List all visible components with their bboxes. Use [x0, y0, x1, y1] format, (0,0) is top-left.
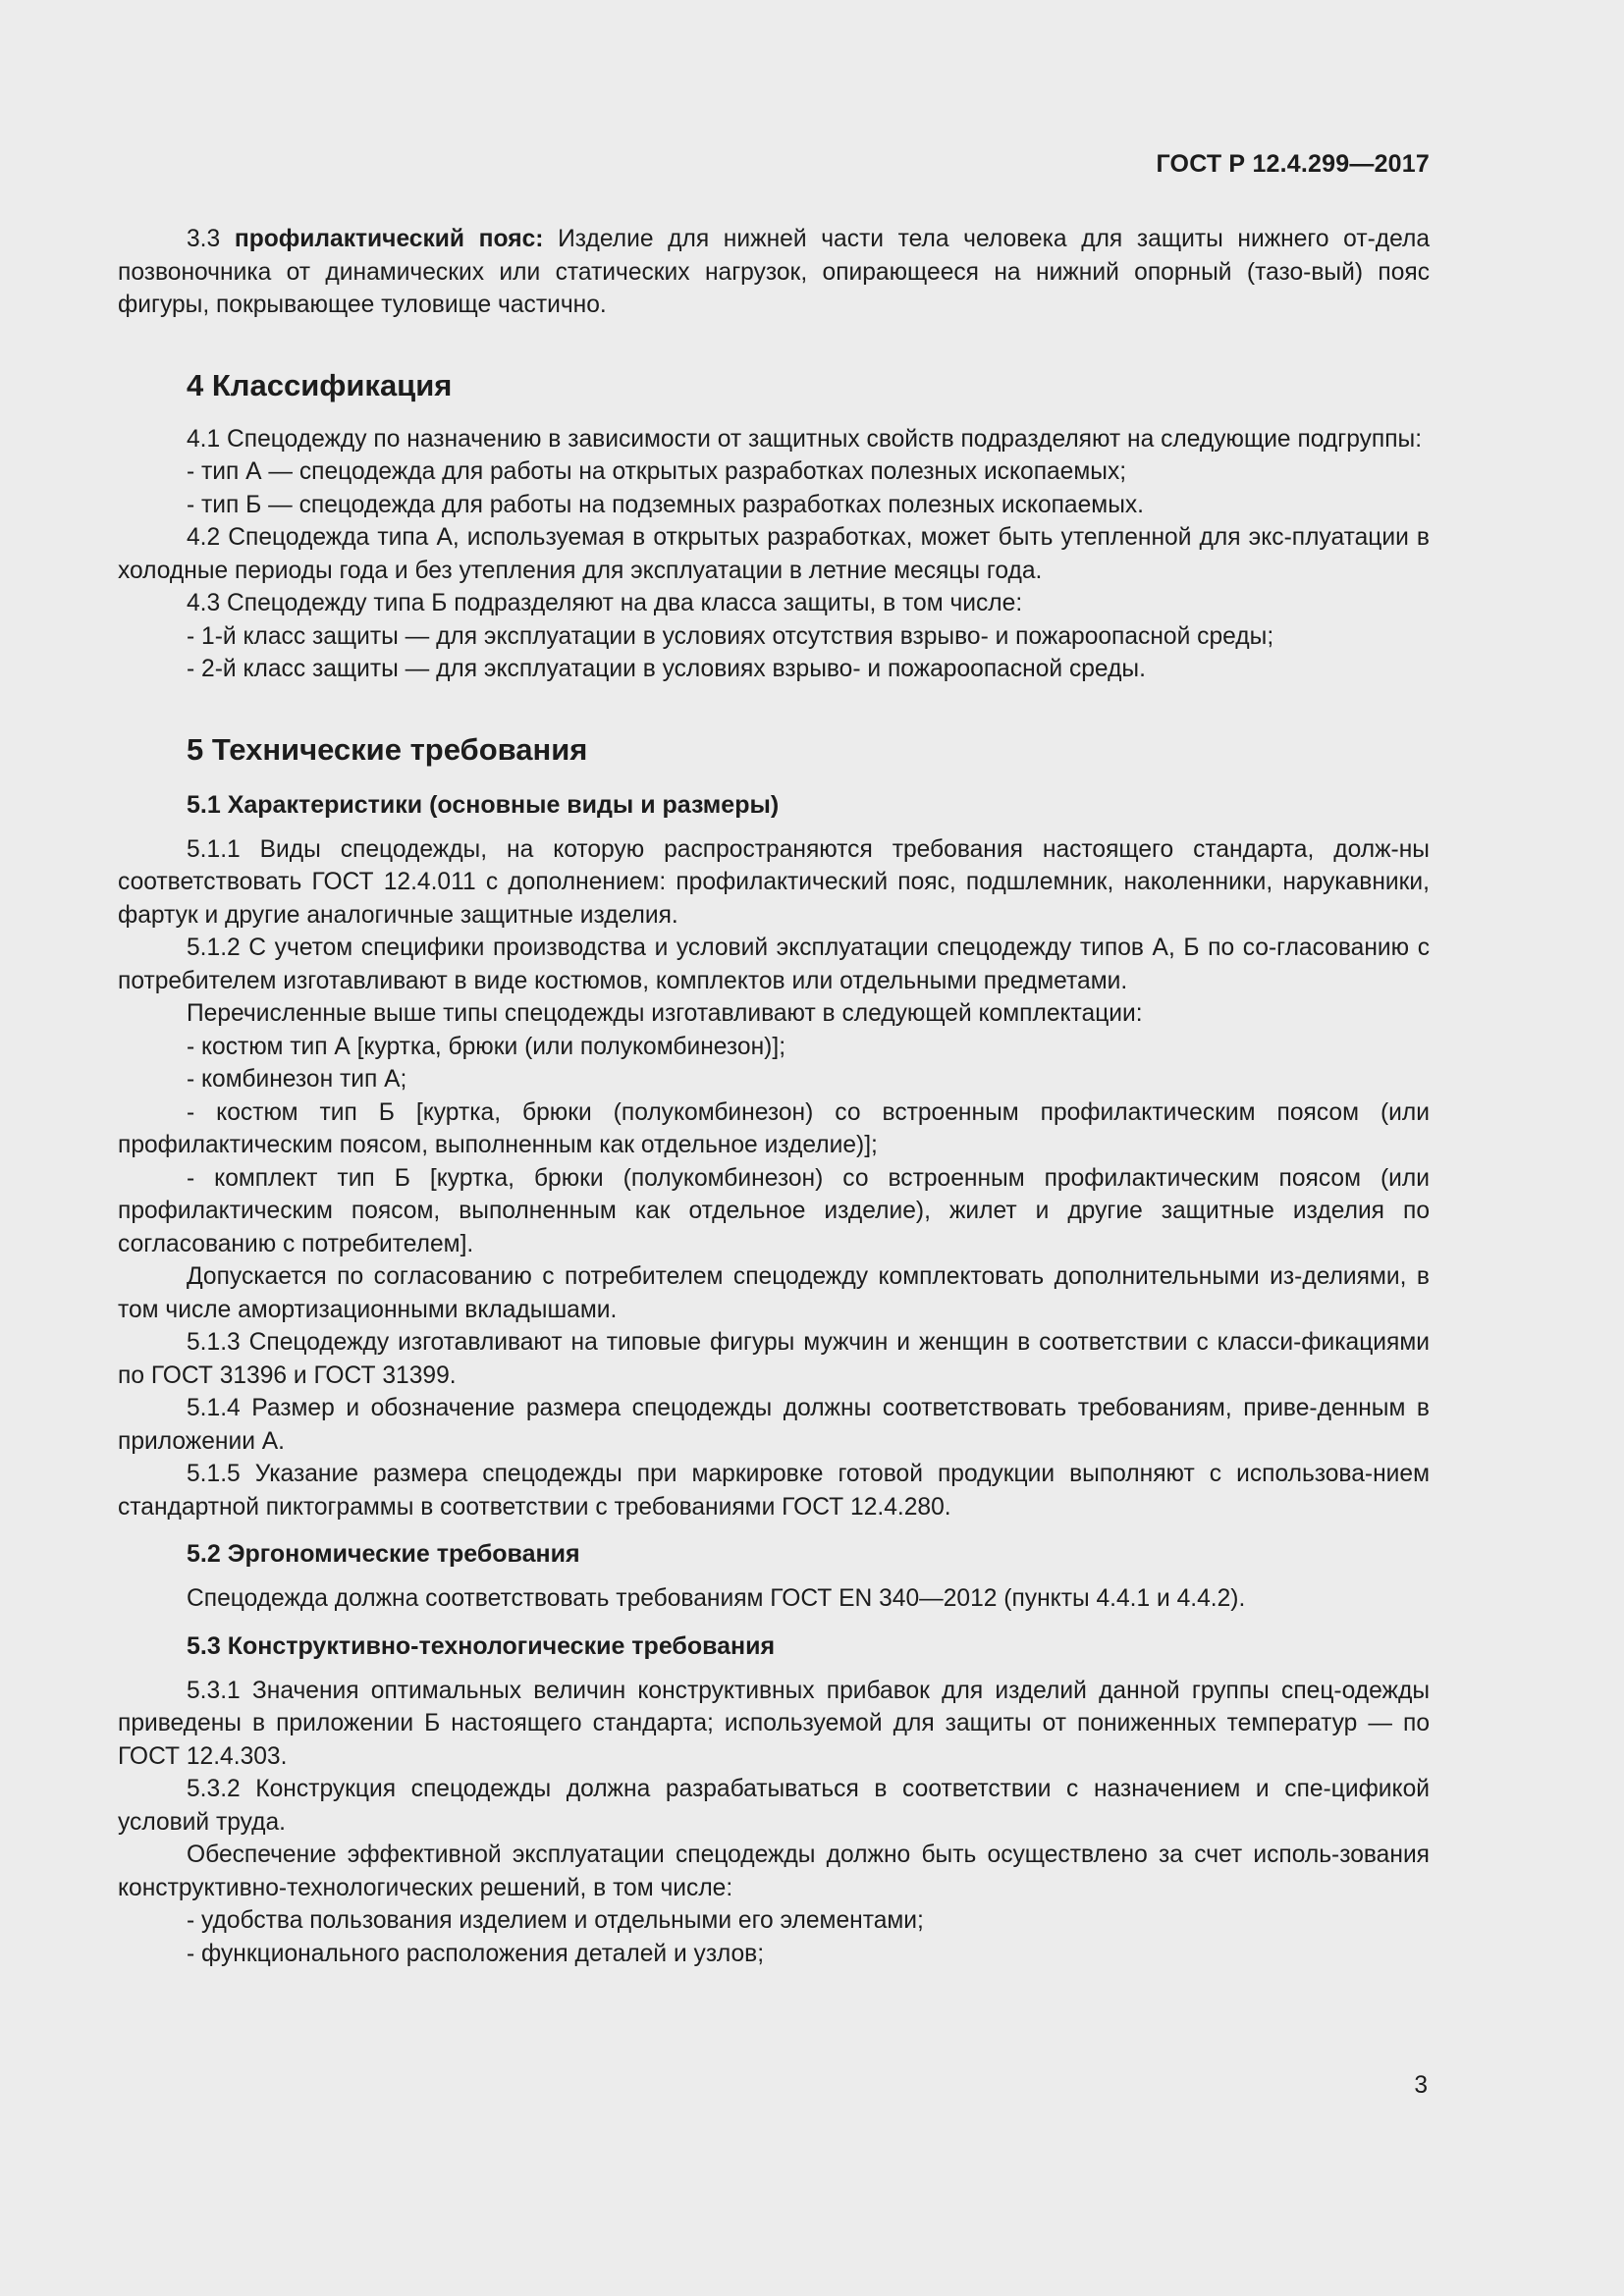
list-item: - костюм тип А [куртка, брюки (или полукомбинезон)];: [187, 1033, 786, 1060]
list-item: - 2-й класс защиты — для эксплуатации в условиях взрыво- и пожароопасной среды.: [187, 656, 1146, 682]
list-item: - тип А — спецодежда для работы на открытых разработках полезных ископаемых;: [187, 458, 1127, 485]
clause-4-3: 4.3 Спецодежду типа Б подразделяют на два класса защиты, в том числе:: [187, 590, 1023, 616]
subsection-5-2-heading: 5.2 Эргономические требования: [187, 1540, 580, 1568]
list-item: - удобства пользования изделием и отдельными его элементами;: [187, 1907, 924, 1934]
clause-5-3-2: 5.3.2 Конструкция спецодежды должна разрабатываться в соответствии с назначением и спе-цификой условий труда.: [118, 1776, 1430, 1836]
clause-3-3-number: 3.3: [187, 226, 221, 252]
clause-3-3-term: профилактический пояс:: [234, 226, 544, 252]
list-item: - тип Б — спецодежда для работы на подземных разработках полезных ископаемых.: [187, 491, 1145, 518]
clause-4-1: 4.1 Спецодежду по назначению в зависимости от защитных свойств подразделяют на следующие подгруппы:: [187, 425, 1423, 453]
clause-5-1-2: 5.1.2 С учетом специфики производства и условий эксплуатации спецодежду типов А, Б по со-гласованию с потребителем изготавливают в виде костюмов, комплектов или отдельными предметами.: [118, 934, 1430, 994]
clause-5-3-2-list-intro: Обеспечение эффективной эксплуатации спецодежды должно быть осуществлено за счет исполь-зования конструктивно-технологических решений, в том числе:: [118, 1842, 1430, 1901]
section-4-heading: 4 Классификация: [187, 367, 453, 402]
section-5-heading: 5 Технические требования: [187, 731, 588, 767]
clause-5-1-4: 5.1.4 Размер и обозначение размера спецодежды должны соответствовать требованиям, приве-денным в приложении А.: [118, 1395, 1430, 1455]
subsection-5-3-heading: 5.3 Конструктивно-технологические требования: [187, 1631, 776, 1660]
clause-5-2-text: Спецодежда должна соответствовать требованиям ГОСТ EN 340—2012 (пункты 4.4.1 и 4.4.2).: [187, 1585, 1246, 1612]
document-body: [118, 223, 1430, 1970]
list-item: - комбинезон тип А;: [187, 1066, 407, 1093]
clause-5-1-5: 5.1.5 Указание размера спецодежды при маркировке готовой продукции выполняют с использова-нием стандартной пиктограммы в соответствии с требованиями ГОСТ 12.4.280.: [118, 1461, 1430, 1521]
clause-5-1-1: 5.1.1 Виды спецодежды, на которую распространяются требования настоящего стандарта, долж-ны соответствовать ГОСТ 12.4.011 с дополнением: профилактический пояс, подшлемник, наколенники, нарукавники, фартук и другие аналогичные защитные изделия.: [118, 835, 1430, 929]
clause-5-3-1: 5.3.1 Значения оптимальных величин конструктивных прибавок для изделий данной группы спец-одежды приведены в приложении Б настоящего стандарта; используемой для защиты от пониженных температур — по ГОСТ 12.4.303.: [118, 1677, 1430, 1770]
list-item: - 1-й класс защиты — для эксплуатации в условиях отсутствия взрыво- и пожароопасной среды;: [187, 622, 1274, 650]
clause-5-1-2-list-intro: Перечисленные выше типы спецодежды изготавливают в следующей комплектации:: [187, 1000, 1143, 1027]
clause-3-3-text: Изделие для нижней части тела человека для защиты нижнего от-дела позвоночника от динамических или статических нагрузок, опирающееся на нижний опорный (тазо-вый) пояс фигуры, покрывающее туловище частично.: [118, 226, 1431, 318]
clause-5-1-3: 5.1.3 Спецодежду изготавливают на типовые фигуры мужчин и женщин в соответствии с класси-фикациями по ГОСТ 31396 и ГОСТ 31399.: [118, 1329, 1430, 1389]
clause-3-3: [118, 223, 1430, 322]
subsection-5-1-heading: 5.1 Характеристики (основные виды и размеры): [187, 790, 780, 819]
clause-5-1-2-note: Допускается по согласованию с потребителем спецодежду комплектовать дополнительными из-делиями, в том числе амортизационными вкладышами.: [118, 1263, 1430, 1323]
list-item: - функционального расположения деталей и узлов;: [187, 1940, 765, 1967]
list-item: - комплект тип Б [куртка, брюки (полукомбинезон) со встроенным профилактическим поясом (или профилактическим поясом, выполненным как отдельное изделие), жилет и другие защитные изделия по согласованию с потребителем].: [118, 1164, 1430, 1257]
page-number: 3: [1414, 2072, 1428, 2099]
document-header: ГОСТ Р 12.4.299—2017: [1156, 150, 1430, 178]
clause-4-2: 4.2 Спецодежда типа А, используемая в открытых разработках, может быть утепленной для экс-плуатации в холодные периоды года и без утепления для эксплуатации в летние месяцы года.: [118, 524, 1430, 584]
list-item: - костюм тип Б [куртка, брюки (полукомбинезон) со встроенным профилактическим поясом (или профилактическим поясом, выполненным как отдельное изделие)];: [118, 1098, 1430, 1158]
